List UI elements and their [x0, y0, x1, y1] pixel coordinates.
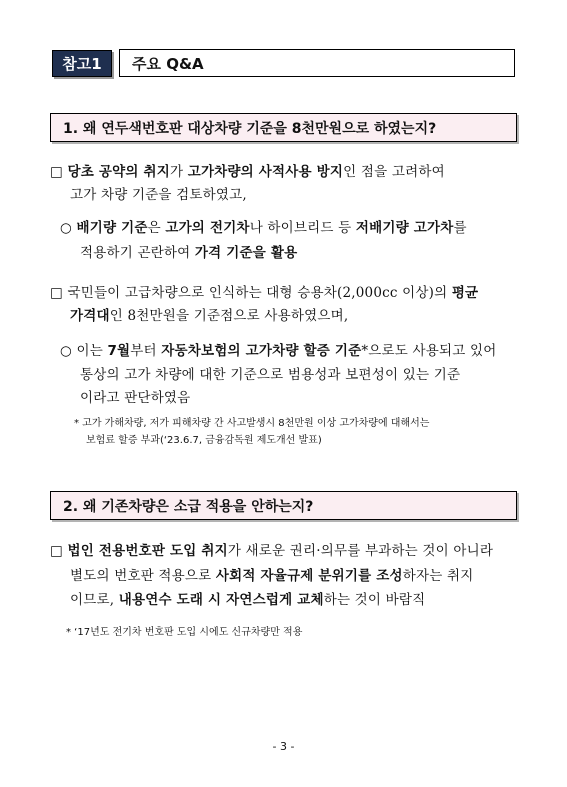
body-text: 국민들이 고급차량으로 인식하는 대형 승용차(2,000cc 이상)의 [62, 285, 452, 301]
circle-bullet-icon: ○ [60, 220, 72, 236]
section-2-footnote: * ‘17년도 전기차 번호판 도입 시에도 신규차량만 적용 [66, 627, 303, 638]
section-2-bullet-1-line-1 [50, 542, 493, 560]
body-text: 은 [147, 220, 166, 236]
section-1-footnote-line-1: * 고가 가해차량, 저가 피해차량 간 사고발생시 8천만원 이상 고가차량에 대해서는 [74, 418, 430, 429]
section-1-sub-1-line-1 [60, 219, 467, 237]
body-text: 나 하이브리드 등 [249, 220, 356, 236]
square-bullet-icon: □ [50, 543, 63, 559]
emphasis-text: 가격대 [70, 308, 110, 324]
section-1-bullet-2-line-2 [70, 307, 348, 325]
emphasis-text: 당초 공약의 취지 [67, 164, 170, 180]
body-text: 부터 [130, 343, 162, 359]
body-text: 이므로, [70, 592, 119, 608]
body-text: 적용하기 곤란하여 [80, 245, 195, 261]
section-1-bullet-2-line-1 [50, 284, 478, 302]
section-1-bullet-1-line-1 [50, 163, 445, 181]
body-text: 이는 [71, 343, 108, 359]
square-bullet-icon: □ [50, 164, 63, 180]
emphasis-text: 내용연수 도래 시 자연스럽게 교체 [118, 592, 324, 608]
section-1-sub-1-line-2 [80, 244, 297, 262]
emphasis-text: 평균 [451, 285, 479, 301]
body-text: 인 점을 고려하여 [343, 164, 445, 180]
emphasis-text: 배기량 기준 [76, 220, 148, 236]
reference-tag: 참고1 [52, 50, 112, 77]
body-text: 가 [169, 164, 188, 180]
circle-bullet-icon: ○ [60, 343, 72, 359]
emphasis-text: 고가차량의 사적사용 방지 [187, 164, 344, 180]
section-2-heading: 2. 왜 기존차량은 소급 적용을 안하는지? [50, 491, 517, 520]
section-1-sub-2-line-1 [60, 342, 496, 360]
body-text: 하는 것이 바람직 [323, 592, 426, 608]
body-text: *으로도 사용되고 있어 [361, 343, 497, 359]
document-title: 주요 Q&A [119, 49, 515, 77]
emphasis-text: 법인 전용번호판 도입 취지 [67, 543, 228, 559]
section-1-heading: 1. 왜 연두색번호판 대상차량 기준을 8천만원으로 하였는지? [50, 113, 517, 142]
emphasis-text: 고가의 전기차 [165, 220, 250, 236]
body-text: 가 새로운 권리·의무를 부과하는 것이 아니라 [227, 543, 494, 559]
emphasis-text: 가격 기준을 활용 [194, 245, 298, 261]
emphasis-text: 자동차보험의 고가차량 할증 기준 [161, 343, 362, 359]
page-number: - 3 - [272, 740, 295, 753]
square-bullet-icon: □ [50, 285, 63, 301]
section-2-bullet-1-line-3 [70, 591, 425, 609]
emphasis-text: 저배기량 고가차 [355, 220, 454, 236]
section-1-sub-2-line-2: 통상의 고가 차량에 대한 기준으로 범용성과 보편성이 있는 기준 [80, 367, 461, 383]
emphasis-text: 7월 [107, 343, 131, 359]
section-1-footnote-line-2: 보험료 할증 부과(‘23.6.7, 금융감독원 제도개선 발표) [86, 435, 322, 446]
emphasis-text: 사회적 자율규제 분위기를 조성 [215, 568, 403, 584]
section-1-sub-2-line-3: 이라고 판단하였음 [80, 390, 191, 406]
body-text: 를 [453, 220, 467, 236]
section-2-bullet-1-line-2 [70, 567, 473, 585]
body-text: 인 8천만원을 기준점으로 사용하였으며, [109, 308, 349, 324]
section-1-bullet-1-line-2: 고가 차량 기준을 검토하였고, [70, 187, 247, 203]
body-text: 별도의 번호판 적용으로 [70, 568, 216, 584]
body-text: 하자는 취지 [402, 568, 474, 584]
